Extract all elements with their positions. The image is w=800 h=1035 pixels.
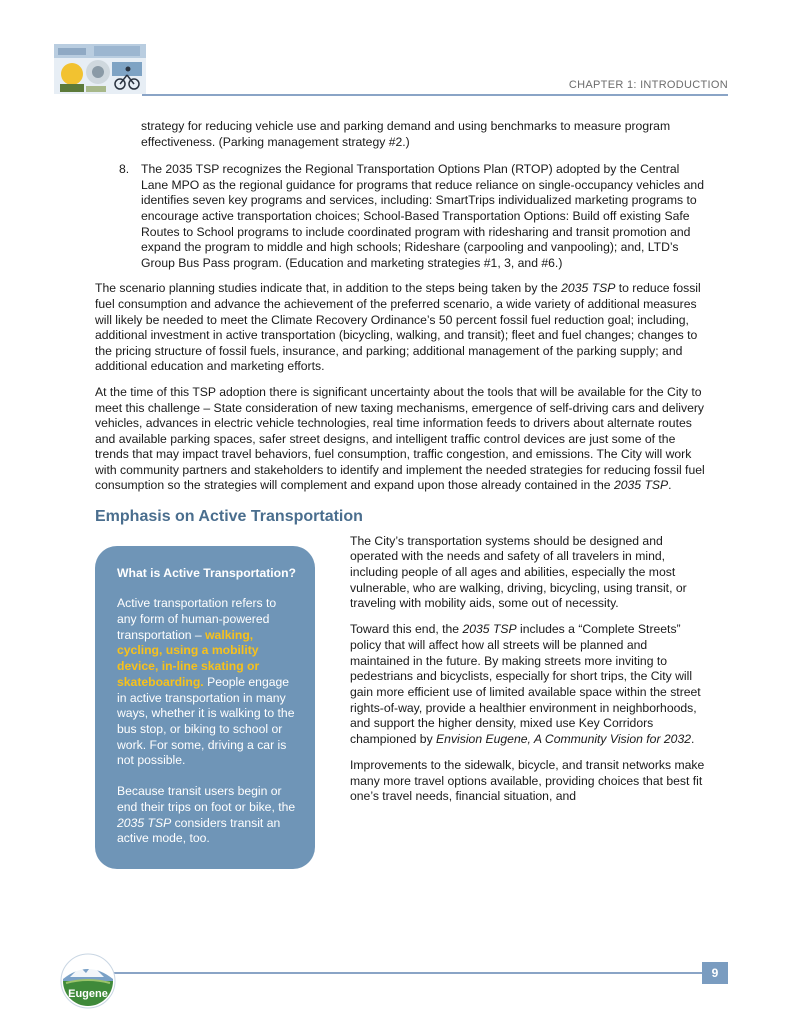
text-run: Active transportation refers to any form of human-powered transportation – [117, 596, 277, 642]
section-heading: Emphasis on Active Transportation [95, 508, 363, 526]
right-column [350, 534, 705, 869]
paragraph-uncertainty [95, 385, 707, 494]
sidebar-callout-box [95, 546, 315, 869]
paragraph-transportation-systems: The City’s transportation systems should be designed and operated with the needs and safety of all travelers in mind, including people of all ages and abilities, especially the most vulnerable, who are walking, driving, bicycling, using transit, or traveling with mobility aids, some out of necessity. [350, 533, 687, 611]
text-run-italic: 2035 TSP [561, 281, 616, 296]
list-number: 8. [119, 162, 130, 177]
paragraph-scenario-planning [95, 281, 707, 375]
text-run: The scenario planning studies indicate that, in addition to the steps being taken by the [95, 281, 562, 296]
text-run-italic: 2035 TSP [613, 478, 669, 493]
eugene-logo-text: Eugene [68, 988, 108, 1000]
sidebar-paragraph [117, 596, 297, 769]
header-rule [142, 94, 728, 96]
sidebar-title: What is Active Transportation? [117, 565, 296, 580]
page-content [95, 119, 707, 869]
list-text: The 2035 TSP recognizes the Regional Transportation Options Plan (RTOP) adopted by the Central Lane MPO as the regional guidance for programs that reduce reliance on single-occupancy vehicles and identifies seven key programs and services, including: SmartTrips individualized marketing programs to encourage active transportation choices; School-Based Transportation Options: Build off existing Safe Routes to School programs to include coordinated program with ridesharing and transit promotion and expand the program to middle and high schools; Rideshare (carpooling and vanpooling); and, LTD’s Group Bus Pass program. (Education and marketing strategies #1, 3, and #6.) [141, 162, 704, 270]
text-run: includes a “Complete Streets” policy that will affect how all streets will be planned and maintained in the future. By making streets more inviting to pedestrians and bicyclists, especially for short trips, the City will gain more efficient use of limited available space within the street rights-of-way, provide a healthier environment in neighborhoods, and support the higher density, mixed use Key Corridors championed by [350, 622, 701, 747]
text-run-italic: Envision Eugene, A Community Vision for 2032 [436, 732, 691, 747]
highlight-text: walking, cycling, using a mobility device, in-line skating or skateboarding. [117, 627, 260, 689]
continued-list-item: strategy for reducing vehicle use and parking demand and using benchmarks to measure program effectiveness. (Parking management strategy #2.) [141, 119, 671, 149]
text-run: People engage in active transportation in many ways, whether it is walking to the bus stop, or biking to school or work. For some, driving a car is not possible. [117, 674, 295, 768]
text-run: At the time of this TSP adoption there is significant uncertainty about the tools that will be available for the City to meet this challenge – State consideration of new taxing mechanisms, emergence of self-driving cars and delivery vehicles, advances in electric vehicle technologies, real time information feeds to drivers about alternate routes and available parking spaces, safer street designs, and intelligent traffic control devices are just some of the trends that may impact travel behaviors, fuel consumption, traffic congestion, and emissions. The City will work with community partners and stakeholders to identify and implement the needed strategies for reducing fossil fuel consumption so the strategies will complement and expand upon those already contained in the [95, 384, 705, 493]
list-item [95, 162, 707, 271]
page-number: 9 [702, 962, 728, 984]
header-collage-image [54, 44, 146, 94]
text-run: Toward this end, the [350, 622, 463, 637]
chapter-label: CHAPTER 1: INTRODUCTION [568, 79, 728, 91]
eugene-logo-icon [60, 953, 116, 1009]
sidebar-paragraph [117, 784, 297, 847]
paragraph-complete-streets [350, 622, 705, 748]
text-run-italic: 2035 TSP [462, 622, 517, 637]
two-column-section [95, 534, 707, 869]
text-run: . [668, 478, 672, 493]
text-run: . [691, 732, 695, 747]
text-run: considers transit an active mode, too. [117, 815, 281, 846]
text-run-italic: 2035 TSP [117, 815, 172, 830]
text-run: to reduce fossil fuel consumption and advance the achievement of the preferred scenario, a wide variety of additional measures will likely be needed to meet the Climate Recovery Ordinance’s 50 percent fossil fuel reduction goal; including, additional investment in active transportation (bicycling, walking, and transit); fleet and fuel changes; changes to the pricing structure of fossil fuels, insurance, and parking; additional management of the parking supply; and additional education and marketing efforts. [95, 281, 701, 374]
text-run: Because transit users begin or end their trips on foot or bike, the [117, 784, 296, 814]
paragraph-improvements: Improvements to the sidewalk, bicycle, and transit networks make many more travel options available, providing choices that best fit one’s travel needs, financial situation, and [350, 757, 705, 804]
footer-rule [110, 972, 728, 974]
